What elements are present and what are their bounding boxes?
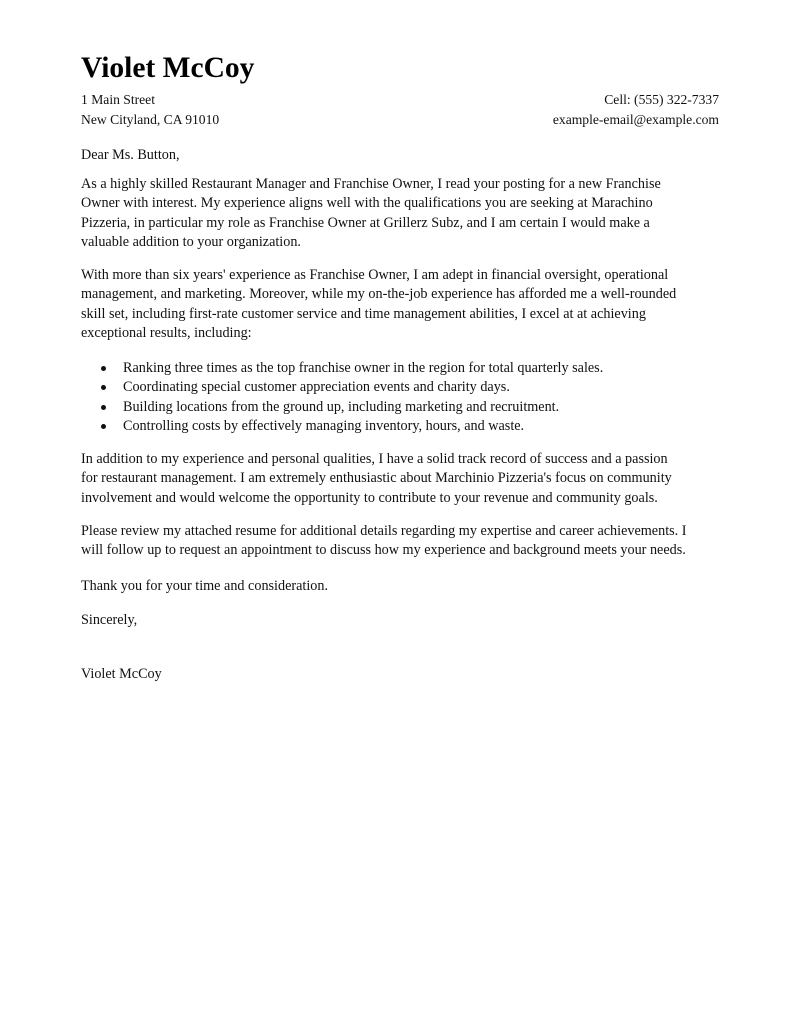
- closing-line: Thank you for your time and consideration.: [81, 578, 329, 594]
- paragraph-line: Pizzeria, in particular my role as Franchise Owner at Grillerz Subz, and I am certain I would make a: [81, 214, 650, 231]
- list-item-text: Coordinating special customer appreciation events and charity days.: [123, 379, 510, 396]
- paragraph-line: management, and marketing. Moreover, while my on-the-job experience has afforded me a well-rounded: [81, 286, 677, 303]
- paragraph-line: With more than six years' experience as Franchise Owner, I am adept in financial oversight, operational: [81, 267, 669, 283]
- bullet-icon: [101, 424, 106, 429]
- paragraph-line: for restaurant management. I am extremely enthusiastic about Marchinio Pizzeria's focus on community: [81, 470, 672, 487]
- phone-number: Cell: (555) 322-7337: [604, 92, 719, 107]
- paragraph-qualities: [81, 450, 726, 508]
- paragraph-line: involvement and would welcome the opportunity to contribute to your revenue and community goals.: [81, 489, 658, 506]
- bullet-icon: [101, 385, 106, 390]
- list-item: [81, 378, 726, 397]
- paragraph-line: Owner with interest. My experience aligns well with the qualifications you are seeking at Marachino: [81, 195, 653, 212]
- signature-name: Violet McCoy: [81, 666, 162, 682]
- address-line-2: New Cityland, CA 91010: [81, 112, 220, 127]
- achievements-list: [81, 359, 726, 436]
- contact-row-1: [81, 91, 719, 109]
- paragraph-line: valuable addition to your organization.: [81, 233, 301, 250]
- applicant-name-heading: Violet McCoy: [81, 52, 255, 84]
- signoff: Sincerely,: [81, 612, 138, 628]
- paragraph-line: Please review my attached resume for additional details regarding my expertise and career achievements. I: [81, 523, 687, 539]
- address-line-1: 1 Main Street: [81, 92, 155, 107]
- bullet-icon: [101, 366, 106, 371]
- paragraph-line: skill set, including first-rate customer service and time management abilities, I excel at at achieving: [81, 305, 646, 322]
- paragraph-line: As a highly skilled Restaurant Manager and Franchise Owner, I read your posting for a new Franchise: [81, 176, 661, 192]
- salutation: Dear Ms. Button,: [81, 147, 180, 163]
- paragraph-experience: [81, 266, 726, 343]
- contact-row-2: [81, 111, 719, 129]
- email-address: example-email@example.com: [552, 112, 719, 127]
- list-item-text: Ranking three times as the top franchise owner in the region for total quarterly sales.: [123, 360, 604, 376]
- list-item: [81, 359, 726, 378]
- list-item: [81, 398, 726, 417]
- paragraph-line: will follow up to request an appointment to discuss how my experience and background meets your needs.: [81, 542, 686, 559]
- paragraph-intro: [81, 175, 726, 252]
- paragraph-follow-up: [81, 522, 726, 561]
- list-item-text: Building locations from the ground up, including marketing and recruitment.: [123, 398, 560, 415]
- bullet-icon: [101, 405, 106, 410]
- paragraph-line: exceptional results, including:: [81, 324, 252, 341]
- list-item-text: Controlling costs by effectively managing inventory, hours, and waste.: [123, 417, 525, 434]
- list-item: [81, 417, 726, 436]
- paragraph-line: In addition to my experience and personal qualities, I have a solid track record of success and a passion: [81, 451, 668, 467]
